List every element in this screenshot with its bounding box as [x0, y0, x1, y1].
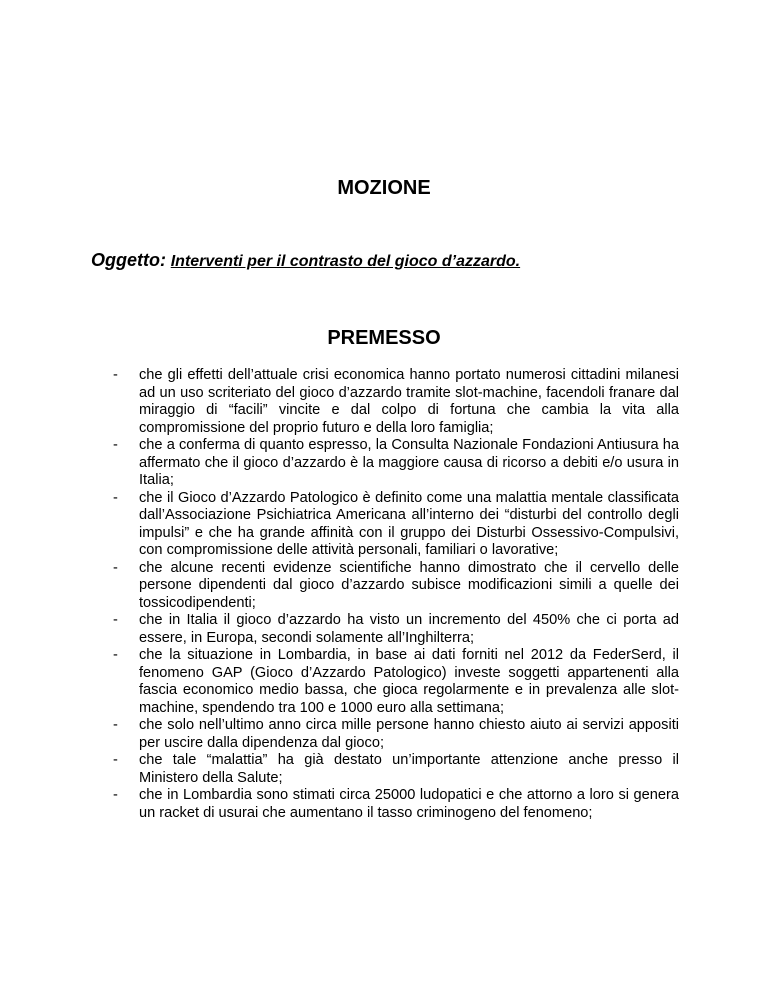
list-item-text: che gli effetti dell’attuale crisi economica hanno portato numerosi cittadini milanesi ad un uso scriteriato del gioco d’azzardo tramite slot-machine, facendoli franare dal miraggio di “facili” vincite e dal colpo di fortuna che cambia la vita alla compromissione del proprio futuro e della loro famiglia; [139, 367, 679, 436]
list-item-text: che il Gioco d’Azzardo Patologico è definito come una malattia mentale classificata dall’Associazione Psichiatrica Americana all’interno dei “disturbi del controllo degli impulsi” e che ha grande affinità con il gruppo dei Disturbi Ossessivo-Compulsivi, con compromissione delle attività personali, familiari o lavorative; [139, 489, 679, 558]
bullet-dash: - [113, 647, 118, 663]
bullet-dash: - [113, 367, 118, 383]
list-item-text: che solo nell’ultimo anno circa mille persone hanno chiesto aiuto ai servizi appositi per uscire dalla dipendenza dal gioco; [139, 717, 679, 751]
bullet-dash: - [113, 752, 118, 768]
document-title: MOZIONE [337, 177, 431, 199]
premesso-list [110, 367, 679, 822]
list-item-text: che in Italia il gioco d’azzardo ha visto un incremento del 450% che ci porta ad essere, in Europa, secondi solamente all’Inghilterra; [139, 612, 679, 646]
bullet-dash: - [113, 559, 118, 576]
list-item-text: che alcune recenti evidenze scientifiche hanno dimostrato che il cervello delle persone dipendenti dal gioco d’azzardo subisce modificazioni simili a quelle dei tossicodipendenti; [139, 559, 679, 611]
subject-label: Oggetto: [91, 250, 166, 270]
list-item [110, 367, 679, 437]
list-item-text: che in Lombardia sono stimati circa 25000 ludopatici e che attorno a loro si genera un racket di usurai che aumentano il tasso criminogeno del fenomeno; [139, 787, 679, 821]
list-item-text: che la situazione in Lombardia, in base ai dati forniti nel 2012 da FederSerd, il fenomeno GAP (Gioco d’Azzardo Patologico) investe soggetti appartenenti alla fascia economico medio bassa, che gioca regolarmente e in prevalenza alle slot-machine, spendendo tra 100 e 1000 euro alla settimana; [139, 647, 679, 716]
list-item [110, 612, 679, 647]
bullet-dash: - [113, 612, 118, 628]
list-item-text: che tale “malattia” ha già destato un’importante attenzione anche presso il Ministero della Salute; [139, 752, 679, 786]
list-item [110, 752, 679, 787]
list-item [110, 787, 679, 822]
subject-text: Interventi per il contrasto del gioco d’azzardo. [170, 253, 521, 270]
list-item [110, 490, 679, 560]
list-item [110, 437, 679, 490]
bullet-dash: - [113, 787, 118, 803]
list-item-text: che a conferma di quanto espresso, la Consulta Nazionale Fondazioni Antiusura ha affermato che il gioco d’azzardo è la maggiore causa di ricorso a debiti e/o usura in Italia; [139, 437, 679, 488]
list-item [110, 717, 679, 752]
bullet-dash: - [113, 717, 118, 733]
bullet-dash: - [113, 489, 118, 506]
list-item [110, 647, 679, 717]
section-title-premesso: PREMESSO [327, 327, 441, 349]
subject-line [91, 249, 520, 273]
list-item [110, 560, 679, 613]
bullet-dash: - [113, 437, 118, 453]
